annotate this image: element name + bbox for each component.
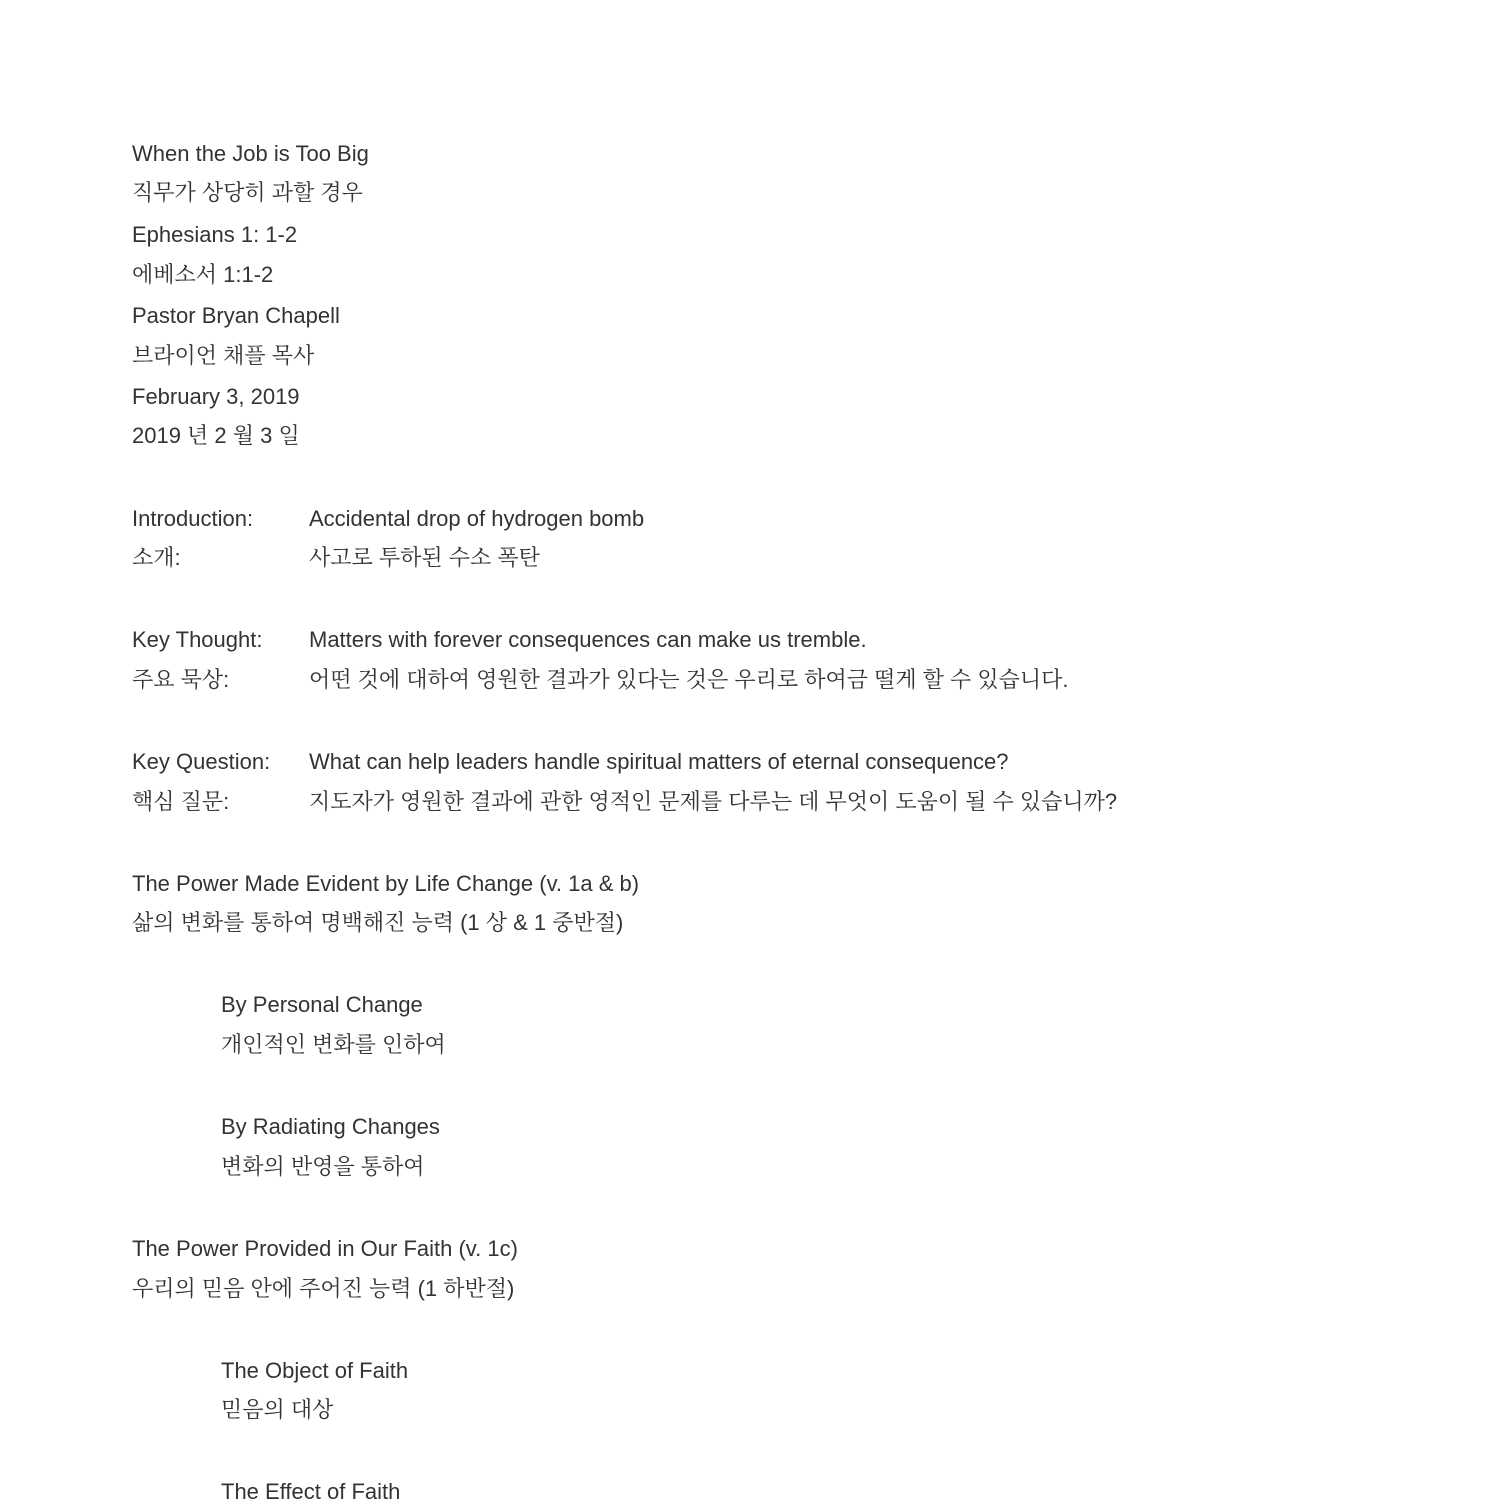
intro-text: Accidental drop of hydrogen bomb [309,506,645,531]
outline-heading: The Power Made Evident by Life Change (v. 1a & b) [132,871,640,896]
outline-heading-korean: 삶의 변화를 통하여 명백해진 능력 (1 상 & 1 중반절) [132,910,624,935]
outline-point: The Object of Faith [221,1358,409,1383]
key-question-text-korean: 지도자가 영원한 결과에 관한 영적인 문제를 다루는 데 무엇이 도움이 될 수 있습니까? [309,789,1118,814]
outline-point-korean: 변화의 반영을 통하여 [221,1154,425,1179]
outline-heading: The Power Provided in Our Faith (v. 1c) [132,1236,518,1261]
outline-point: The Effect of Faith [221,1479,401,1504]
intro-label-korean: 소개: [132,545,181,570]
key-question-label: Key Question: [132,749,271,774]
intro-label: Introduction: [132,506,254,531]
outline-point-korean: 개인적인 변화를 인하여 [221,1032,446,1057]
key-thought-text-korean: 어떤 것에 대하여 영원한 결과가 있다는 것은 우리로 하여금 떨게 할 수 있습니다. [309,667,1069,692]
key-thought-text: Matters with forever consequences can make us tremble. [309,627,867,652]
sermon-title: When the Job is Too Big [132,141,369,166]
pastor-name-korean: 브라이언 채플 목사 [132,343,315,368]
pastor-name: Pastor Bryan Chapell [132,303,340,328]
outline-heading-korean: 우리의 믿음 안에 주어진 능력 (1 하반절) [132,1276,515,1301]
outline-point: By Radiating Changes [221,1114,440,1139]
key-thought-label-korean: 주요 묵상: [132,667,230,692]
key-question-label-korean: 핵심 질문: [132,789,230,814]
intro-text-korean: 사고로 투하된 수소 폭탄 [309,545,540,570]
sermon-title-korean: 직무가 상당히 과할 경우 [132,180,363,205]
outline-point-korean: 믿음의 대상 [221,1397,334,1422]
key-thought-label: Key Thought: [132,627,263,652]
outline-point: By Personal Change [221,992,423,1017]
scripture-reference: Ephesians 1: 1-2 [132,222,298,247]
sermon-date: February 3, 2019 [132,384,300,409]
scripture-reference-korean: 에베소서 1:1-2 [132,262,274,287]
sermon-date-korean: 2019 년 2 월 3 일 [132,423,300,448]
key-question-text: What can help leaders handle spiritual matters of eternal consequence? [309,749,1009,774]
